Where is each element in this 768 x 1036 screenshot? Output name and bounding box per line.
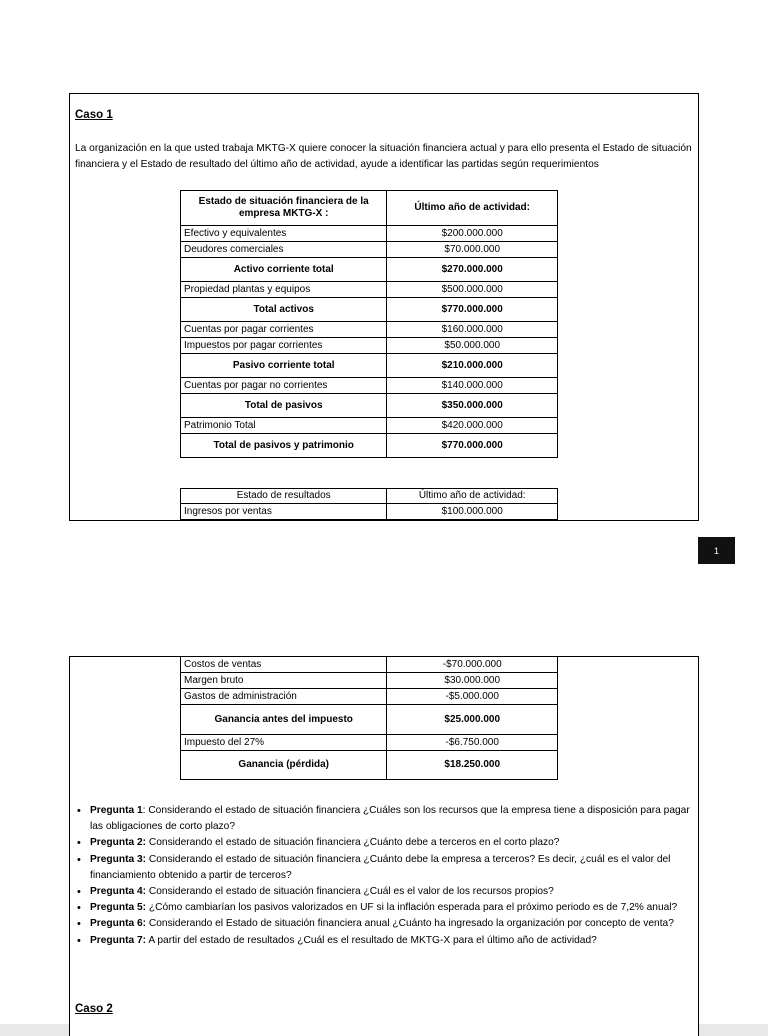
- caso2-title: Caso 2: [75, 1003, 113, 1015]
- questions-list: [74, 803, 692, 949]
- row-label: Impuestos por pagar corrientes: [181, 338, 387, 354]
- row-label: Efectivo y equivalentes: [181, 226, 387, 242]
- table-row: [181, 689, 558, 705]
- balance-sheet-table: [180, 190, 558, 458]
- caso1-intro: La organización en la que usted trabaja MKTG-X quiere conocer la situación financiera actual y para ello presenta el Estado de situación financiera y el Estado de resultado del último año de actividad, ayude a identificar las partidas según requerimientos: [75, 143, 692, 170]
- table-row: [181, 282, 558, 298]
- question-label: Pregunta 4:: [90, 886, 147, 898]
- row-label: Margen bruto: [181, 673, 387, 689]
- row-label: Total activos: [181, 298, 387, 322]
- caso1-title: Caso 1: [75, 109, 113, 121]
- balance-header-value: Último año de actividad:: [387, 191, 558, 226]
- row-value: $770.000.000: [387, 298, 558, 322]
- list-item: [74, 933, 692, 949]
- caso1-frame: [69, 93, 699, 521]
- question-text: ¿Cómo cambiarían los pasivos valorizados en UF si la inflación esperada para el próximo periodo es de 7,2% anual?: [146, 902, 678, 914]
- row-label: Total de pasivos y patrimonio: [181, 434, 387, 458]
- row-label: Pasivo corriente total: [181, 354, 387, 378]
- row-label: Patrimonio Total: [181, 418, 387, 434]
- results-header-row: [181, 489, 558, 504]
- list-item: [74, 916, 692, 932]
- table-row: [181, 322, 558, 338]
- total-row: [181, 434, 558, 458]
- row-value: -$70.000.000: [387, 657, 558, 673]
- row-value: $500.000.000: [387, 282, 558, 298]
- row-label: Cuentas por pagar corrientes: [181, 322, 387, 338]
- row-value: $100.000.000: [387, 504, 558, 520]
- list-item: [74, 852, 692, 884]
- row-label: Deudores comerciales: [181, 242, 387, 258]
- page-number: 1: [698, 537, 735, 564]
- question-label: Pregunta 6:: [90, 918, 147, 930]
- table-row: [181, 673, 558, 689]
- row-value: $770.000.000: [387, 434, 558, 458]
- row-label: Costos de ventas: [181, 657, 387, 673]
- row-value: -$5.000.000: [387, 689, 558, 705]
- question-text: Considerando el estado de situación financiera ¿Cuánto debe la empresa a terceros? Es decir, ¿cuál es el valor del financiamiento obtenido a partir de terceros?: [90, 853, 671, 881]
- list-item: [74, 835, 692, 851]
- question-text: Considerando el estado de situación financiera ¿Cuánto debe a terceros en el corto plazo?: [146, 837, 560, 849]
- table-row: [181, 338, 558, 354]
- total-row: [181, 354, 558, 378]
- table-row: [181, 242, 558, 258]
- total-row: [181, 751, 558, 780]
- list-item: [74, 803, 692, 835]
- question-label: Pregunta 2:: [90, 837, 147, 849]
- caso1-continued-frame: [69, 656, 699, 1036]
- balance-header-row: [181, 191, 558, 226]
- row-value: $160.000.000: [387, 322, 558, 338]
- row-label: Ganancia (pérdida): [181, 751, 387, 780]
- total-row: [181, 394, 558, 418]
- question-label: Pregunta 5:: [90, 902, 147, 914]
- table-row: [181, 504, 558, 520]
- list-item: [74, 884, 692, 900]
- balance-header-label: Estado de situación financiera de la empresa MKTG-X :: [181, 191, 387, 226]
- row-label: Ganancia antes del impuesto: [181, 705, 387, 735]
- row-value: $30.000.000: [387, 673, 558, 689]
- table-row: [181, 226, 558, 242]
- row-value: $18.250.000: [387, 751, 558, 780]
- row-value: $350.000.000: [387, 394, 558, 418]
- question-text: A partir del estado de resultados ¿Cuál es el resultado de MKTG-X para el último año de actividad?: [146, 934, 597, 946]
- row-label: Propiedad plantas y equipos: [181, 282, 387, 298]
- total-row: [181, 705, 558, 735]
- question-text: Considerando el Estado de situación financiera anual ¿Cuánto ha ingresado la organización por concepto de venta?: [146, 918, 674, 930]
- question-text: : Considerando el estado de situación financiera ¿Cuáles son los recursos que la empresa tiene a disposición para pagar las obligaciones de corto plazo?: [90, 805, 690, 833]
- list-item: [74, 900, 692, 916]
- row-label: Gastos de administración: [181, 689, 387, 705]
- results-header-value: Último año de actividad:: [387, 489, 558, 504]
- question-text: Considerando el estado de situación financiera ¿Cuál es el valor de los recursos propios?: [146, 886, 554, 898]
- row-label: Total de pasivos: [181, 394, 387, 418]
- row-value: $50.000.000: [387, 338, 558, 354]
- page-gap: [0, 536, 768, 636]
- row-value: $140.000.000: [387, 378, 558, 394]
- table-row: [181, 657, 558, 673]
- row-value: $25.000.000: [387, 705, 558, 735]
- row-value: $70.000.000: [387, 242, 558, 258]
- row-label: Impuesto del 27%: [181, 735, 387, 751]
- question-label: Pregunta 7:: [90, 934, 147, 946]
- row-value: $210.000.000: [387, 354, 558, 378]
- table-row: [181, 378, 558, 394]
- total-row: [181, 258, 558, 282]
- row-value: $200.000.000: [387, 226, 558, 242]
- row-label: Ingresos por ventas: [181, 504, 387, 520]
- results-table-part1: [180, 488, 558, 520]
- results-header-label: Estado de resultados: [181, 489, 387, 504]
- row-label: Cuentas por pagar no corrientes: [181, 378, 387, 394]
- total-row: [181, 298, 558, 322]
- row-value: -$6.750.000: [387, 735, 558, 751]
- question-label: Pregunta 3:: [90, 853, 147, 865]
- row-value: $420.000.000: [387, 418, 558, 434]
- row-value: $270.000.000: [387, 258, 558, 282]
- row-label: Activo corriente total: [181, 258, 387, 282]
- table-row: [181, 735, 558, 751]
- question-label: Pregunta 1: [90, 805, 143, 816]
- table-row: [181, 418, 558, 434]
- results-table-part2: [180, 656, 558, 780]
